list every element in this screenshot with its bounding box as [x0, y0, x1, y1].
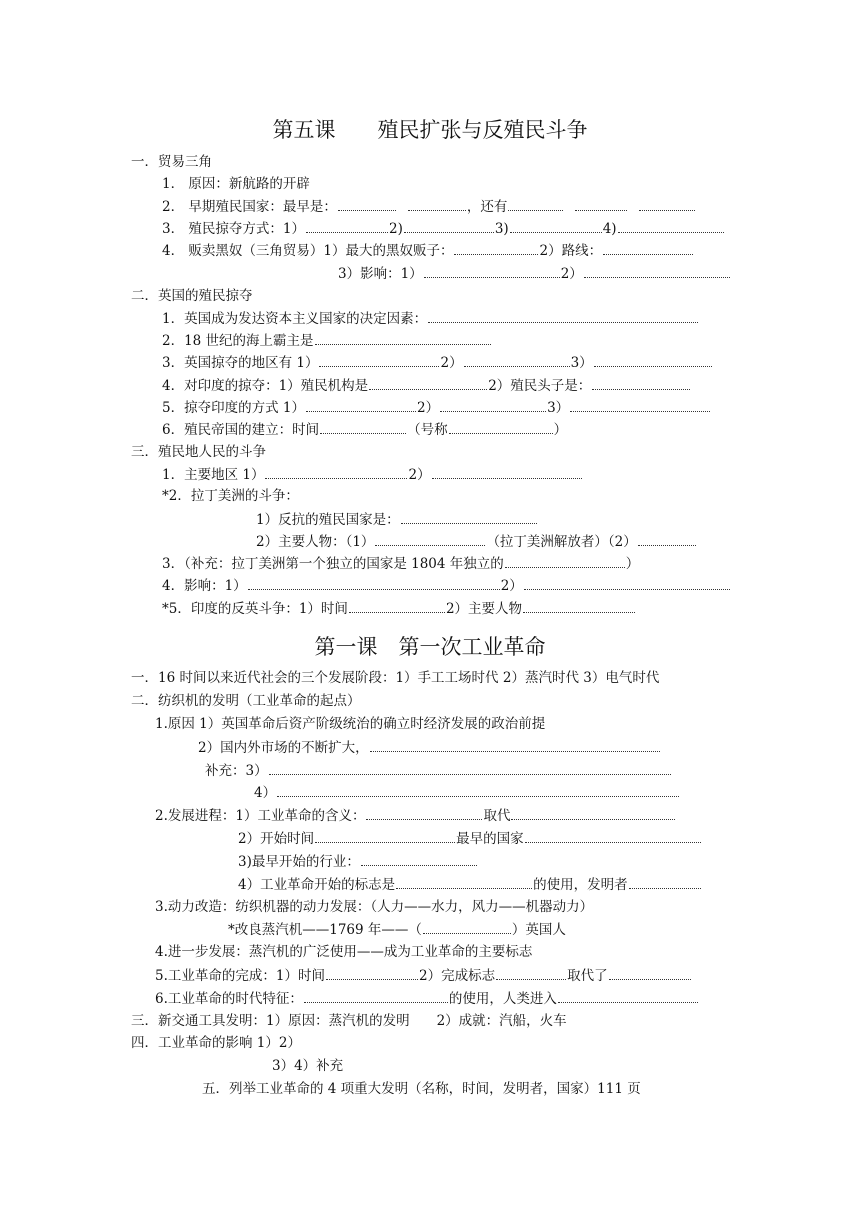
text-line: 5.工业革命的完成：1）时间 2）完成标志 取代了 — [155, 965, 692, 986]
text-line: 补充：3） — [205, 760, 672, 781]
text-line: 1）反抗的殖民国家是： — [256, 509, 538, 530]
text-line: 1． 原因：新航路的开辟 — [162, 176, 310, 192]
text-line: 4． 贩卖黑奴（三角贸易）1）最大的黑奴贩子： 2）路线： — [162, 240, 694, 261]
section-heading: 三．殖民地人民的斗争 — [131, 444, 266, 460]
text-line: 1．主要地区 1） 2） — [162, 464, 583, 485]
text-line: *改良蒸汽机——1769 年——（ ）英国人 — [228, 919, 566, 940]
section-heading: 二．纺织机的发明（工业革命的起点） — [131, 693, 361, 709]
section-heading: 一．贸易三角 — [131, 154, 212, 170]
section-heading: 五．列举工业革命的 4 项重大发明（名称，时间，发明者，国家）111 页 — [202, 1081, 641, 1097]
text-line: 1.原因 1）英国革命后资产阶级统治的确立时经济发展的政治前提 — [155, 716, 546, 732]
text-line: 3.动力改造：纺织机器的动力发展：（人力——水力，风力——机器动力） — [155, 899, 594, 915]
text-line: 2）开始时间 最早的国家 — [238, 828, 702, 849]
text-line: 3．英国掠夺的地区有 1） 2） 3） — [162, 352, 713, 373]
text-line: 6.工业革命的时代特征： 的使用，人类进入 — [155, 988, 699, 1009]
section-heading: 三．新交通工具发明：1）原因：蒸汽机的发明 2）成就：汽船，火车 — [131, 1013, 567, 1029]
text-line: 3）4）补充 — [272, 1058, 344, 1074]
text-line: 6．殖民帝国的建立：时间 （号称 ） — [162, 419, 567, 440]
lesson5-title: 第五课 殖民扩张与反殖民斗争 — [272, 118, 588, 142]
text-line: 3．（补充：拉丁美洲第一个独立的国家是 1804 年独立的 ） — [162, 553, 639, 574]
text-line: 2． 早期殖民国家：最早是： ，还有 — [162, 196, 696, 217]
text-line: 4．影响：1） 2） — [162, 575, 731, 596]
text-line: 2）国内外市场的不断扩大， — [198, 737, 661, 758]
text-line: 4） — [254, 782, 680, 803]
text-line: 1．英国成为发达资本主义国家的决定因素： — [162, 308, 699, 329]
text-line: 4）工业革命开始的标志是 的使用，发明者 — [238, 874, 702, 895]
text-line: 2．18 世纪的海上霸主是 — [162, 330, 492, 351]
text-line: 4．对印度的掠夺：1）殖民机构是 2）殖民头子是： — [162, 375, 691, 396]
section-heading: 二．英国的殖民掠夺 — [131, 288, 253, 304]
text-line: 2.发展进程：1）工业革命的含义： 取代 — [155, 805, 676, 826]
lesson1-title: 第一课 第一次工业革命 — [314, 635, 546, 659]
text-line: 4.进一步发展：蒸汽机的广泛使用——成为工业革命的主要标志 — [155, 944, 533, 960]
text-line: *2．拉丁美洲的斗争： — [162, 488, 299, 504]
text-line: 3）影响：1） 2） — [338, 263, 731, 284]
text-line: *5．印度的反英斗争：1）时间 2）主要人物 — [162, 598, 636, 619]
text-line: 3)最早开始的行业： — [238, 851, 478, 872]
section-heading: 四．工业革命的影响 1）2） — [131, 1035, 301, 1051]
text-line: 5．掠夺印度的方式 1） 2） 3） — [162, 397, 711, 418]
text-line: 一．16 时间以来近代社会的三个发展阶段：1）手工工场时代 2）蒸汽时代 3）电气时代 — [131, 670, 660, 686]
text-line: 2）主要人物：（1） （拉丁美洲解放者）（2） — [256, 531, 697, 552]
text-line: 3． 殖民掠夺方式：1） 2) 3) 4) — [162, 218, 725, 239]
